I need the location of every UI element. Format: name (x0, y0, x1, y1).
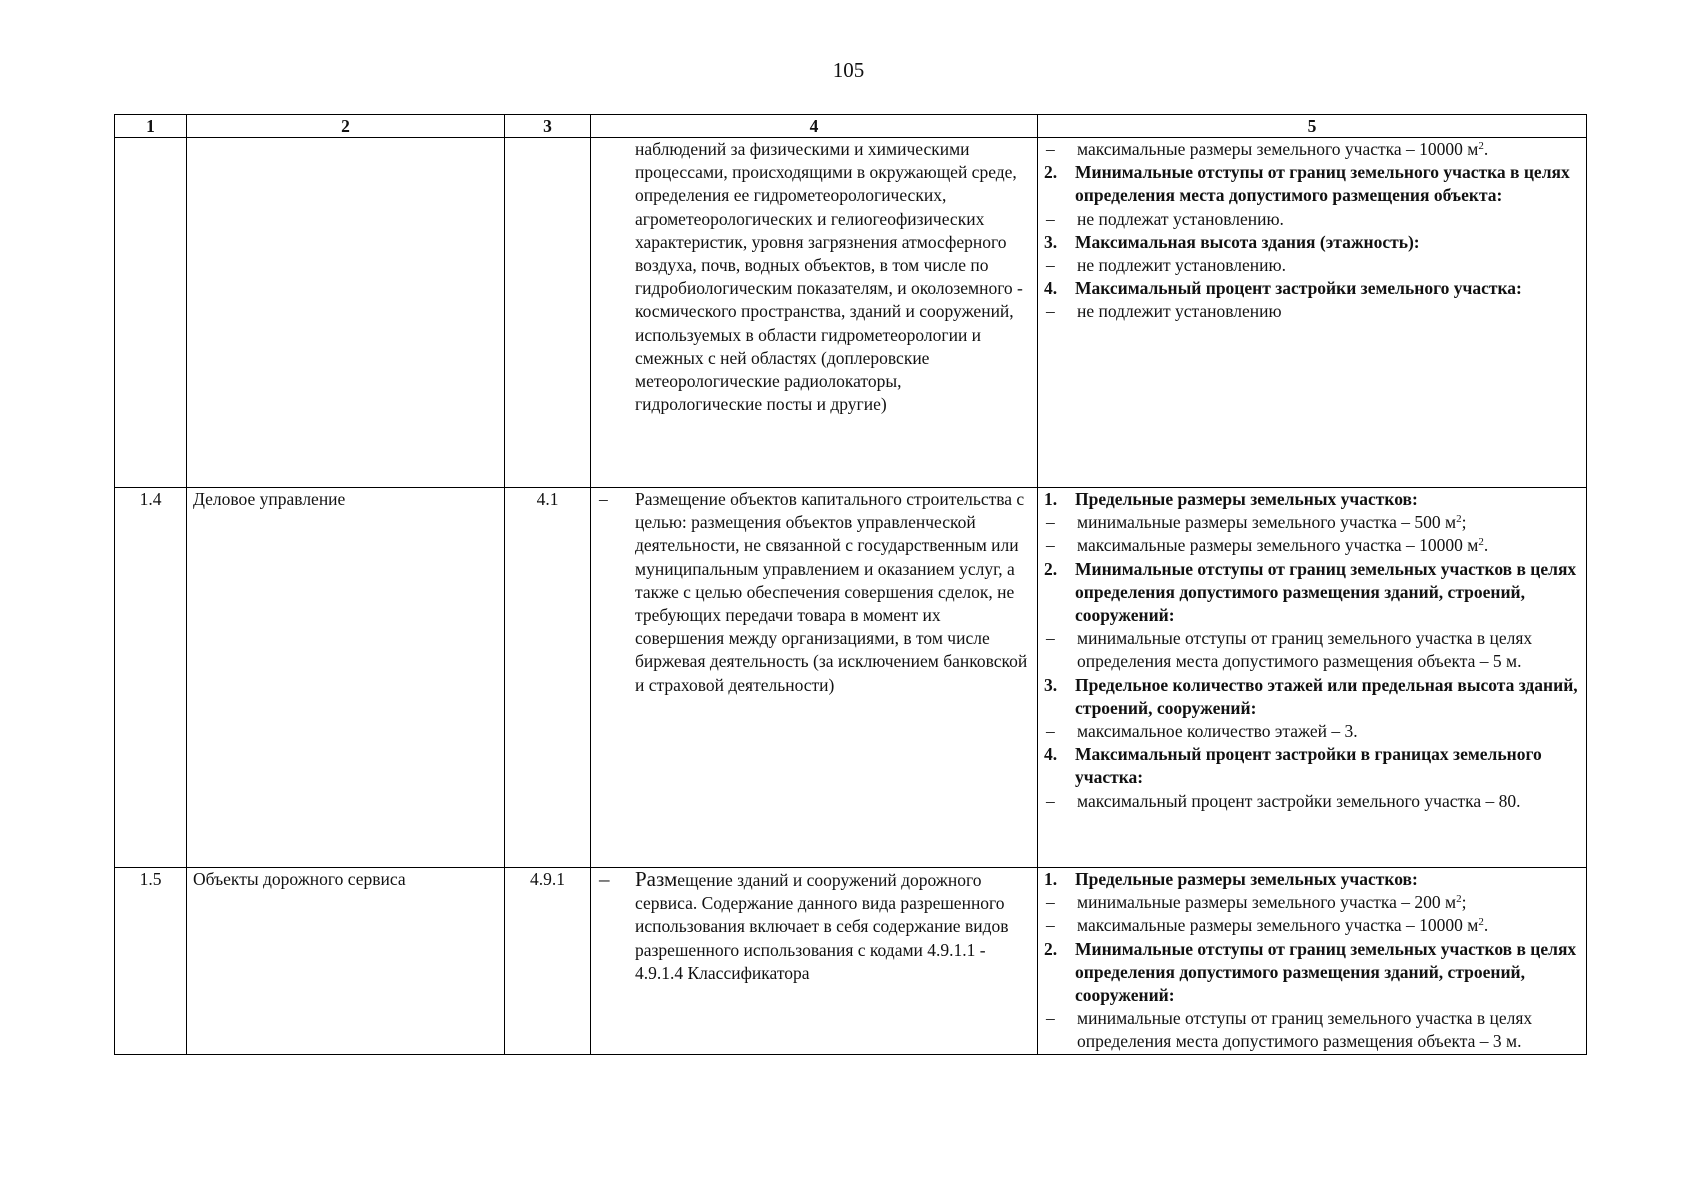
row-number (115, 138, 187, 488)
parameter-main-text: Максимальный процент застройки в границах земельного участка: (1075, 744, 1542, 788)
parameter-text (1077, 300, 1580, 323)
row-number: 1.4 (115, 488, 187, 868)
use-type-code (505, 138, 591, 488)
use-type-description (591, 868, 1038, 1055)
parameter-heading (1044, 938, 1580, 1008)
parameter-text (1077, 627, 1580, 673)
parameter-heading (1044, 161, 1580, 207)
superscript: 2 (1478, 536, 1484, 549)
parameter-text (1077, 534, 1580, 557)
parameter-tail: . (1483, 139, 1489, 159)
parameter-value (1044, 254, 1580, 277)
list-marker: – (1046, 721, 1055, 742)
parameter-value (1044, 1007, 1580, 1053)
list-marker: – (1046, 208, 1055, 229)
parameter-value (1044, 511, 1580, 534)
table-row (115, 138, 1587, 488)
parameter-main-text: Максимальная высота здания (этажность): (1075, 231, 1420, 252)
parameter-main-text: Минимальные отступы от границ земельного участка в целях определения места допустимого размещения объекта: (1075, 162, 1570, 206)
parameter-text (1077, 720, 1580, 743)
list-marker: 1. (1044, 489, 1058, 509)
col-header-1: 1 (115, 115, 187, 138)
dash-marker: – (599, 489, 608, 509)
parameter-main-text: Минимальные отступы от границ земельных участков в целях определения допустимого размещения зданий, строений, сооружений: (1075, 558, 1577, 626)
list-marker: 3. (1044, 674, 1058, 695)
parameter-main-text: максимальное количество этажей – 3. (1077, 721, 1358, 742)
list-marker: – (1046, 1008, 1055, 1029)
row-number: 1.5 (115, 868, 187, 1055)
description-text: Размещение объектов капитального строительства с целью: размещения объектов управленческой деятельности, не связанной с государственным или муниципальным управлением и оказанием услуг, а также с целью обеспечения совершения сделок, не требующих передачи товара в момент их совершения между организациями, в том числе биржевая деятельность (за исключением банковской и страховой деятельности) (635, 489, 1028, 695)
parameter-heading (1044, 558, 1580, 628)
parameter-main-text: максимальные размеры земельного участка – 10000 м (1077, 915, 1479, 936)
parameter-value (1044, 790, 1580, 813)
land-use-table (114, 114, 1587, 1055)
parameter-main-text: максимальные размеры земельного участка – 10000 м (1077, 139, 1479, 159)
use-type-description (591, 138, 1038, 488)
parameter-main-text: максимальные размеры земельного участка – 10000 м (1077, 535, 1479, 556)
list-marker: – (1046, 892, 1055, 913)
list-marker: – (1046, 255, 1055, 276)
parameter-main-text: минимальные отступы от границ земельного участка в целях определения места допустимого размещения объекта – 3 м. (1077, 1008, 1533, 1052)
list-marker: 3. (1044, 231, 1058, 252)
parameter-main-text: минимальные размеры земельного участка – 500 м (1077, 512, 1457, 533)
description-first-word: Разм (635, 867, 678, 891)
col-header-2: 2 (187, 115, 505, 138)
parameter-text (1077, 1007, 1580, 1053)
parameter-main-text: Предельное количество этажей или предельная высота зданий, строений, сооружений: (1075, 674, 1578, 718)
parameter-main-text: Предельные размеры земельных участков: (1075, 489, 1418, 509)
superscript: 2 (1456, 893, 1462, 906)
col-header-4: 4 (591, 115, 1038, 138)
parameter-value (1044, 627, 1580, 673)
page-number: 105 (832, 58, 865, 82)
parameter-main-text: минимальные отступы от границ земельного участка в целях определения места допустимого размещения объекта – 5 м. (1077, 628, 1533, 672)
use-type-code: 4.9.1 (505, 868, 591, 1055)
parameter-text (1075, 868, 1580, 891)
list-marker: – (1046, 790, 1055, 811)
parameters-cell (1038, 868, 1587, 1055)
parameter-text (1077, 914, 1580, 937)
parameter-value (1044, 138, 1580, 161)
list-marker: – (1046, 535, 1055, 556)
superscript: 2 (1478, 140, 1484, 152)
parameter-main-text: Минимальные отступы от границ земельных участков в целях определения допустимого размещения зданий, строений, сооружений: (1075, 938, 1577, 1006)
parameters-list (1044, 868, 1580, 1054)
description-text (635, 868, 1031, 985)
parameter-main-text: не подлежит установлению. (1077, 255, 1286, 276)
list-marker: 4. (1044, 278, 1058, 299)
parameter-text (1075, 743, 1580, 789)
parameter-text (1075, 488, 1580, 511)
list-marker: 1. (1044, 869, 1058, 889)
list-marker: – (1046, 512, 1055, 533)
parameter-tail: . (1483, 535, 1489, 556)
parameter-tail: ; (1461, 512, 1467, 533)
list-marker: 4. (1044, 744, 1058, 765)
list-marker: – (1046, 628, 1055, 649)
dash-marker: – (599, 867, 610, 891)
parameter-text (1077, 891, 1580, 914)
parameter-text (1077, 254, 1580, 277)
list-marker: 2. (1044, 938, 1058, 959)
list-marker: 2. (1044, 558, 1058, 579)
parameter-main-text: минимальные размеры земельного участка – 200 м (1077, 892, 1457, 913)
parameter-heading (1044, 674, 1580, 720)
parameters-list (1044, 138, 1580, 324)
parameter-main-text: не подлежит установлению (1077, 301, 1282, 322)
list-marker: – (1046, 301, 1055, 322)
col-header-3: 3 (505, 115, 591, 138)
parameter-heading (1044, 488, 1580, 511)
parameter-text (1077, 138, 1580, 161)
list-marker: – (1046, 915, 1055, 936)
use-type-name: Деловое управление (187, 488, 505, 868)
parameter-text (1077, 511, 1580, 534)
description-text: наблюдений за физическими и химическими процессами, происходящими в окружающей среде, определения ее гидрометеорологических, агрометеорологических и гелиогеофизических характеристик, уровня загрязнения атмосферного воздуха, почв, водных объектов, в том числе по гидробиологическим показателям, и околоземного - космического пространства, зданий и сооружений, используемых в области гидрометеорологии и смежных с ней областях (доплеровские метеорологические радиолокаторы, гидрологические посты и другие) (635, 139, 1023, 415)
parameter-main-text: Предельные размеры земельных участков: (1075, 869, 1418, 889)
parameter-main-text: максимальный процент застройки земельного участка – 80. (1077, 790, 1521, 811)
parameter-main-text: не подлежат установлению. (1077, 208, 1284, 229)
description-rest: ещение зданий и сооружений дорожного сервиса. Содержание данного вида разрешенного использования включает в себя содержание видов разрешенного использования с кодами 4.9.1.1 - 4.9.1.4 Классификатора (635, 870, 1009, 983)
superscript: 2 (1456, 513, 1462, 526)
parameters-list (1044, 488, 1580, 813)
use-type-name: Объекты дорожного сервиса (187, 868, 505, 1055)
parameter-value (1044, 208, 1580, 231)
parameter-text (1077, 208, 1580, 231)
parameter-tail: . (1483, 915, 1489, 936)
parameter-value (1044, 300, 1580, 323)
parameter-tail: ; (1461, 892, 1467, 913)
parameter-text (1075, 558, 1580, 628)
parameter-value (1044, 534, 1580, 557)
use-type-description (591, 488, 1038, 868)
parameter-heading (1044, 231, 1580, 254)
parameter-text (1075, 161, 1580, 207)
parameter-value (1044, 720, 1580, 743)
col-header-5: 5 (1038, 115, 1587, 138)
list-marker: 2. (1044, 162, 1058, 183)
parameter-value (1044, 914, 1580, 937)
superscript: 2 (1478, 916, 1484, 929)
list-marker: – (1046, 139, 1055, 159)
table-row (115, 488, 1587, 868)
parameter-heading (1044, 868, 1580, 891)
use-type-code: 4.1 (505, 488, 591, 868)
table-row (115, 868, 1587, 1055)
parameter-main-text: Максимальный процент застройки земельного участка: (1075, 278, 1522, 299)
parameter-text (1077, 790, 1580, 813)
parameter-value (1044, 891, 1580, 914)
parameter-heading (1044, 743, 1580, 789)
use-type-name (187, 138, 505, 488)
header-row (115, 115, 1587, 138)
parameter-text (1075, 938, 1580, 1008)
parameter-text (1075, 674, 1580, 720)
parameters-cell (1038, 488, 1587, 868)
parameter-text (1075, 231, 1580, 254)
parameters-cell (1038, 138, 1587, 488)
parameter-heading (1044, 277, 1580, 300)
parameter-text (1075, 277, 1580, 300)
